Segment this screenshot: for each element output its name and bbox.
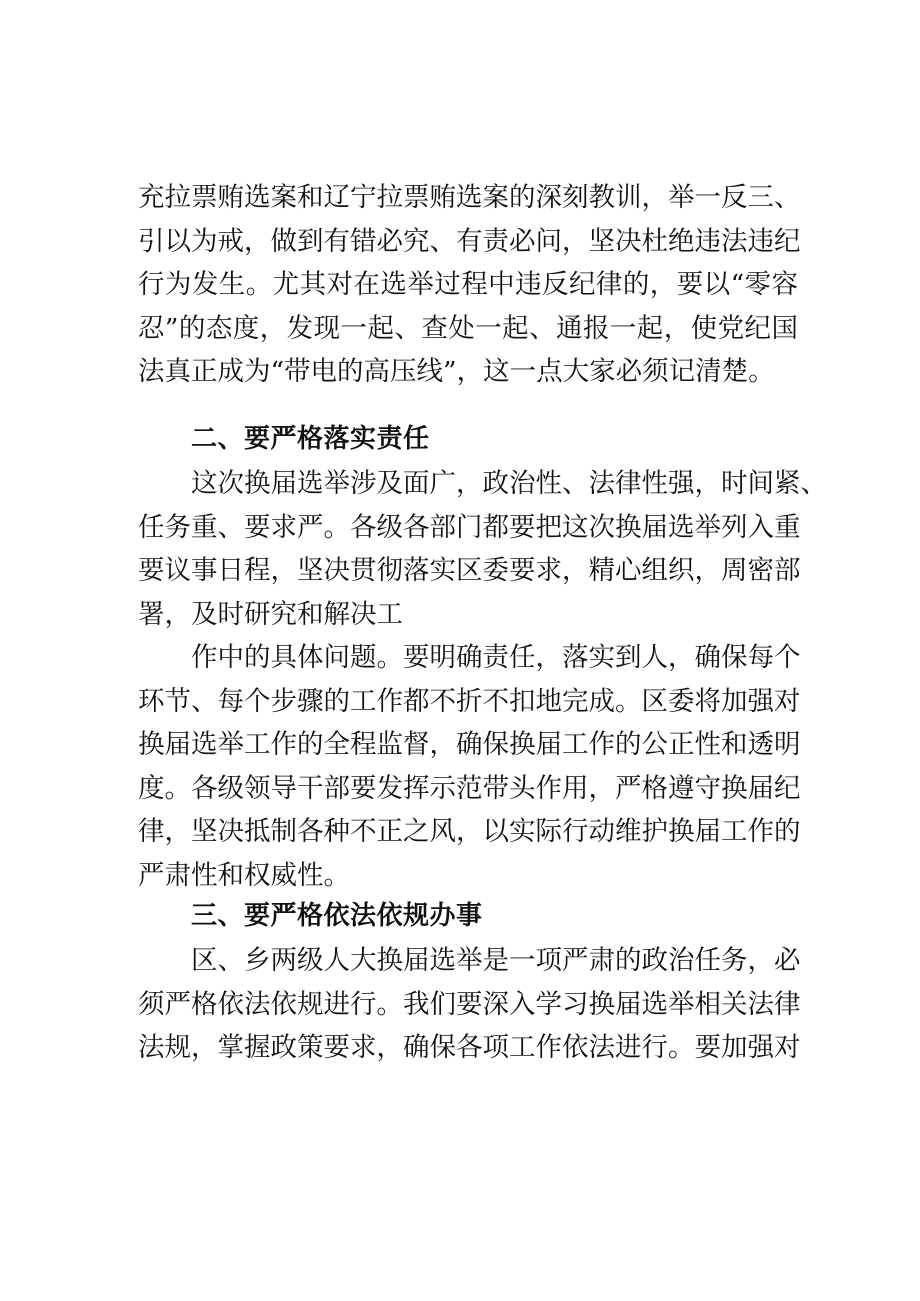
text-line: 署，及时研究和解决工 <box>138 598 403 630</box>
section-heading: 二、要严格落实责任 <box>191 424 430 454</box>
text-line: 忍”的态度，发现一起、查处一起、通报一起，使党纪国 <box>138 312 798 344</box>
text-line: 作中的具体问题。要明确责任，落实到人，确保每个 <box>191 642 801 673</box>
text-line: 换届选举工作的全程监督，确保换届工作的公正性和透明 <box>138 729 801 760</box>
text-line: 法真正成为“带电的高压线”，这一点大家必须记清楚。 <box>138 356 775 387</box>
text-line: 律，坚决抵制各种不正之风，以实际行动维护换届工作的 <box>138 816 801 847</box>
text-line: 区、乡两级人大换届选举是一项严肃的政治任务，必 <box>191 945 801 976</box>
section-3-paragraph-a <box>138 939 801 1070</box>
section-heading: 三、要严格依法依规办事 <box>191 901 483 931</box>
section-2 <box>138 418 798 462</box>
text-line: 行为发生。尤其对在选举过程中违反纪律的，要以“零容 <box>138 269 798 300</box>
text-line: 充拉票贿选案和辽宁拉票贿选案的深刻教训，举一反三、 <box>138 182 801 213</box>
text-line: 环节、每个步骤的工作都不折不扣地完成。区委将加强对 <box>138 685 801 717</box>
section-2-paragraph-a <box>138 462 827 636</box>
text-line: 要议事日程，坚决贯彻落实区委要求，精心组织，周密部 <box>138 555 801 586</box>
text-line: 严肃性和权威性。 <box>138 859 350 891</box>
text-line: 引以为戒，做到有错必究、有责必问，坚决杜绝违法违纪 <box>138 225 801 257</box>
text-line: 这次换届选举涉及面广，政治性、法律性强，时间紧、 <box>191 468 827 499</box>
text-line: 法规，掌握政策要求，确保各项工作依法进行。要加强对 <box>138 1032 801 1063</box>
section-3 <box>138 895 798 939</box>
paragraph-continuation <box>138 176 801 394</box>
text-line: 须严格依法依规进行。我们要深入学习换届选举相关法律 <box>138 988 801 1020</box>
section-2-paragraph-b <box>138 636 801 897</box>
text-line: 度。各级领导干部要发挥示范带头作用，严格遵守换届纪 <box>138 772 801 804</box>
text-line: 任务重、要求严。各级各部门都要把这次换届选举列入重 <box>138 511 801 543</box>
